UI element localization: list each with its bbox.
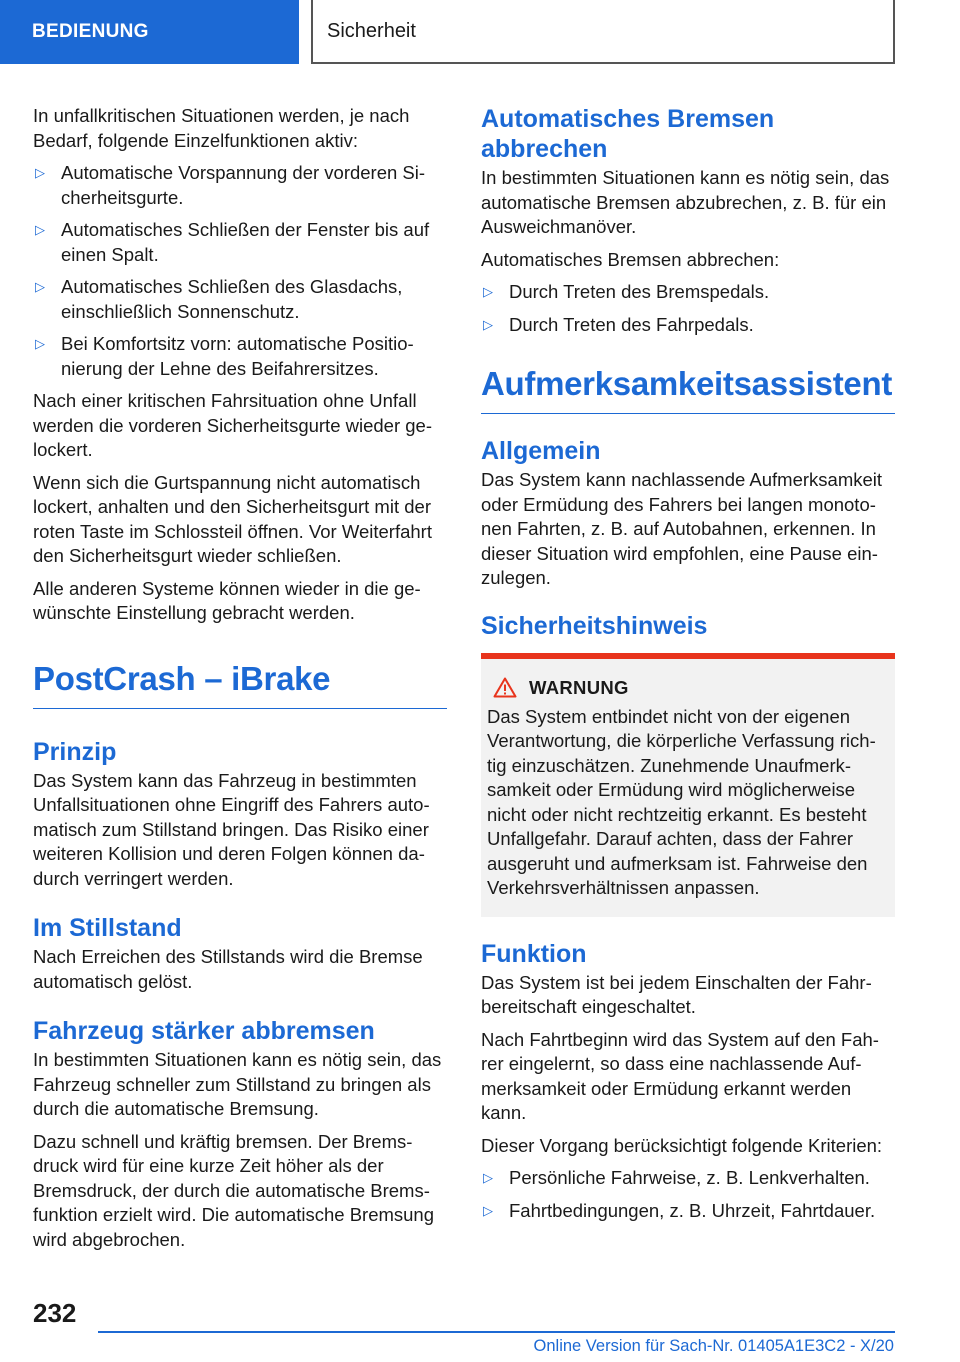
paragraph-after-crash: Nach einer kritischen Fahrsituation ohne Unfall werden die vorderen Sicherheitsgurte wieder gelockert.: [33, 390, 433, 460]
section-title-postcrash: PostCrash – iBrake: [33, 660, 447, 709]
heading-funktion: Funktion: [481, 939, 587, 968]
heading-prinzip: Prinzip: [33, 737, 117, 766]
paragraph-abbrechen-2: Automatisches Bremsen abbrechen:: [481, 248, 780, 270]
page-number: 232: [33, 1298, 77, 1328]
list-item-text: Automatische Vorspannung der vorderen Sicherheitsgurte.: [61, 162, 426, 208]
list-item-text: Automatisches Schließen der Fenster bis auf einen Spalt.: [61, 219, 430, 265]
paragraph-staerker-2: Dazu schnell und kräftig bremsen. Der Bremsdruck wird für eine kurze Zeit höher als der Bremsdruck, der durch die automatische Bremsfunktion erzielt wird. Die automatische Bremsung wird abgebrochen.: [33, 1130, 435, 1250]
heading-stillstand: Im Stillstand: [33, 914, 182, 942]
footer-online-version: Online Version für Sach-Nr. 01405A1E3C2 - X/20: [533, 1337, 894, 1355]
triangle-bullet-icon: ▷: [35, 165, 45, 180]
paragraph-staerker-1: In bestimmten Situationen kann es nötig sein, das Fahrzeug schneller zum Stillstand zu bringen als durch die automatische Bremsung.: [33, 1049, 442, 1119]
abbrechen-list: [481, 280, 895, 337]
list-item: [481, 1166, 895, 1191]
warning-box: [481, 653, 895, 917]
list-item: [481, 313, 895, 338]
right-column: [481, 104, 895, 1231]
list-item: [33, 161, 447, 210]
paragraph-funktion-2: Nach Fahrtbeginn wird das System auf den Fahrer eingelernt, so dass eine nachlassende Aufmerksamkeit oder Ermüdung erkannt werden kann.: [481, 1028, 879, 1123]
paragraph-belt: Wenn sich die Gurtspannung nicht automatisch lockert, anhalten und den Sicherheitsgurt mit der roten Taste im Schlossteil öffnen. Vor Weiterfahrt den Sicherheitsgurt wieder schließen.: [33, 471, 432, 566]
triangle-bullet-icon: ▷: [35, 279, 45, 294]
warning-label: WARNUNG: [529, 676, 629, 698]
triangle-bullet-icon: ▷: [483, 1170, 493, 1185]
left-column: [33, 104, 447, 1260]
list-item-text: Persönliche Fahrweise, z. B. Lenkverhalten.: [509, 1167, 870, 1188]
list-item-text: Bei Komfortsitz vorn: automatische Positionierung der Lehne des Beifahrersitzes.: [61, 333, 414, 379]
paragraph-prinzip: Das System kann das Fahrzeug in bestimmten Unfallsituationen ohne Eingriff des Fahrers automatisch zum Stillstand bringen. Das Risiko einer weiteren Kollision und deren Folgen können dadurch verringert werden.: [33, 769, 430, 889]
list-item-text: Durch Treten des Fahrpedals.: [509, 313, 754, 335]
paragraph-stillstand: Nach Erreichen des Stillstands wird die Bremse automatisch gelöst.: [33, 946, 423, 992]
list-item: [33, 275, 447, 324]
triangle-bullet-icon: ▷: [483, 316, 493, 332]
header-chapter-title: Sicherheit: [311, 0, 895, 64]
paragraph-systems: Alle anderen Systeme können wieder in die gewünschte Einstellung gebracht werden.: [33, 577, 421, 623]
triangle-bullet-icon: ▷: [483, 1202, 493, 1218]
footer-divider: [98, 1331, 895, 1333]
list-item: [33, 218, 447, 267]
warning-header: [493, 677, 887, 699]
list-item-text: Durch Treten des Bremspedals.: [509, 281, 770, 302]
triangle-bullet-icon: ▷: [35, 336, 45, 351]
function-list: [33, 161, 447, 381]
list-item-text: Automatisches Schließen des Glasdachs, einschließlich Sonnenschutz.: [61, 276, 403, 322]
heading-staerker-abbremsen: Fahrzeug stärker abbremsen: [33, 1017, 375, 1045]
paragraph-abbrechen-1: In bestimmten Situationen kann es nötig sein, das automatische Bremsen abzubrechen, z. B. für ein Ausweichmanöver.: [481, 167, 890, 237]
paragraph-funktion-3: Dieser Vorgang berücksichtigt folgende Kriterien:: [481, 1134, 883, 1156]
heading-sicherheitshinweis: Sicherheitshinweis: [481, 611, 708, 640]
warning-triangle-icon: [493, 677, 517, 698]
list-item: [481, 1199, 895, 1224]
list-item: [33, 332, 447, 381]
paragraph-funktion-1: Das System ist bei jedem Einschalten der Fahrbereitschaft eingeschaltet.: [481, 971, 872, 1017]
warning-text: Das System entbindet nicht von der eigenen Verantwortung, die körperliche Verfassung richtig einzuschätzen. Zunehmende Unaufmerksamkeit oder Ermüdung wird möglicherweise nicht oder nicht rechtzeitig erkannt. Es besteht Unfallgefahr. Darauf achten, dass der Fahrer ausgeruht und aufmerksam ist. Fahrweise den Verkehrsverhältnissen anpassen.: [487, 705, 876, 898]
section-title-aufmerksamkeitsassistent: Aufmerksamkeitsassistent: [481, 365, 895, 414]
triangle-bullet-icon: ▷: [483, 284, 493, 299]
intro-paragraph: In unfallkritischen Situationen werden, je nach Bedarf, folgende Einzelfunktionen aktiv:: [33, 105, 410, 151]
header-section-label: BEDIENUNG: [0, 0, 299, 64]
triangle-bullet-icon: ▷: [35, 222, 45, 237]
paragraph-allgemein: Das System kann nachlassende Aufmerksamkeit oder Ermüdung des Fahrers bei langen monotonen Fahrten, z. B. auf Autobahnen, erkennen. In dieser Situation wird empfohlen, eine Pause einzulegen.: [481, 469, 883, 588]
list-item-text: Fahrtbedingungen, z. B. Uhrzeit, Fahrtdauer.: [509, 1199, 876, 1221]
criteria-list: [481, 1166, 895, 1223]
heading-allgemein: Allgemein: [481, 437, 601, 465]
list-item: [481, 280, 895, 305]
heading-bremsen-abbrechen: Automatisches Bremsen abbrechen: [481, 105, 775, 163]
